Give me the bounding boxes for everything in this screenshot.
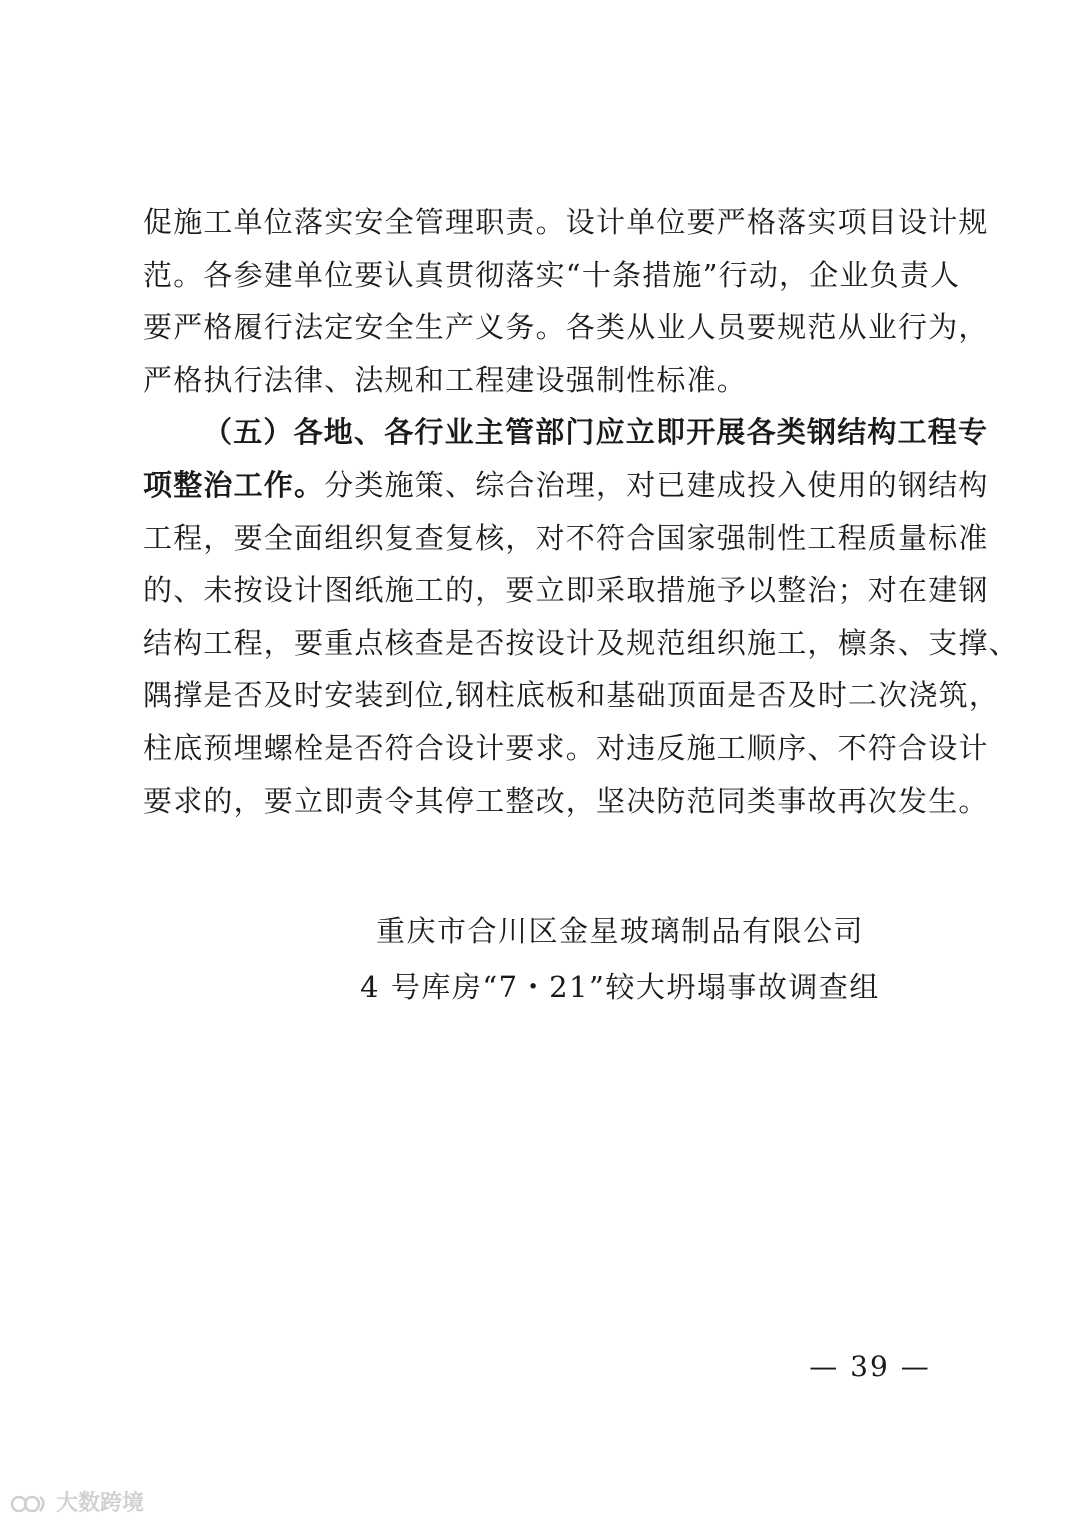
signature-organization: 重庆市合川区金星玻璃制品有限公司 bbox=[375, 914, 864, 948]
text-line: 要求的，要立即责令其停工整改，坚决防范同类事故再次发生。 bbox=[143, 783, 989, 818]
body-text bbox=[143, 196, 1019, 827]
paragraph-2 bbox=[143, 406, 1019, 827]
text-line: 隅撑是否及时安装到位,钢柱底板和基础顶面是否及时二次浇筑， bbox=[143, 678, 1000, 713]
page-number: — 39 — bbox=[809, 1350, 931, 1383]
text-line: 促施工单位落实安全管理职责。设计单位要严格落实项目设计规 bbox=[143, 205, 989, 239]
watermark-text: 大数跨境 bbox=[56, 1491, 145, 1516]
paragraph-1 bbox=[143, 196, 989, 406]
section-heading-line: （五）各地、各行业主管部门应立即开展各类钢结构工程专 bbox=[203, 415, 989, 450]
text-line: 要严格履行法定安全生产义务。各类从业人员要规范从业行为， bbox=[143, 310, 989, 345]
text-line: 严格执行法律、法规和工程建设强制性标准。 bbox=[143, 362, 748, 397]
text-line-rest: 分类施策、综合治理，对已建成投入使用的钢结构 bbox=[324, 467, 989, 502]
text-line: 的、未按设计图纸施工的，要立即采取措施予以整治；对在建钢 bbox=[143, 573, 989, 608]
text-line bbox=[143, 459, 989, 512]
signature-block bbox=[360, 903, 880, 1015]
watermark bbox=[10, 1486, 144, 1517]
text-line: 范。各参建单位要认真贯彻落实“十条措施”行动，企业负责人 bbox=[143, 257, 961, 292]
watermark-logo-icon bbox=[10, 1489, 50, 1515]
text-line: 结构工程，要重点核查是否按设计及规范组织施工，檩条、支撑、 bbox=[143, 625, 1019, 660]
section-heading-end: 项整治工作。 bbox=[143, 467, 325, 502]
text-line: 柱底预埋螺栓是否符合设计要求。对违反施工顺序、不符合设计 bbox=[143, 730, 989, 765]
text-line: 工程，要全面组织复查复核，对不符合国家强制性工程质量标准 bbox=[143, 520, 989, 555]
signature-investigation-team: 4 号库房“7・21”较大坍塌事故调查组 bbox=[360, 970, 880, 1004]
